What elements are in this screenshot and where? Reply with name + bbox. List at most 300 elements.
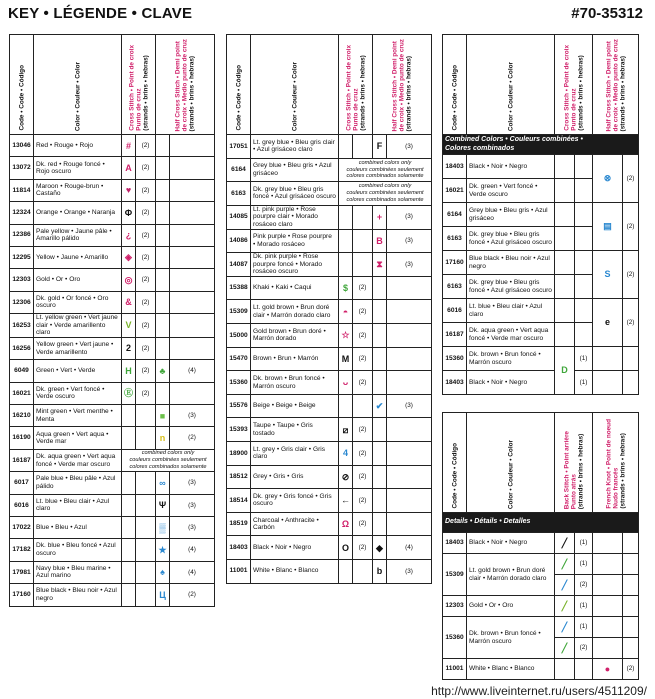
code-cell: 15309 <box>227 300 251 324</box>
column-header: Half Cross Stitch • Demi point de croix • Medio punto de cruz (strands • brins • hebras) <box>156 35 215 135</box>
half-cross-strands: (3) <box>387 135 432 159</box>
table-row <box>443 533 639 554</box>
cross-stitch-symbol <box>339 394 353 418</box>
cross-stitch-strands: (2) <box>353 276 373 300</box>
color-name: Lt. blue • Bleu clair • Azul claro <box>34 494 122 516</box>
half-cross-symbol <box>373 371 387 395</box>
code-cell: 11001 <box>227 559 251 583</box>
color-name: Dk. brown • Brun foncé • Marrón oscuro <box>251 371 339 395</box>
code-cell: 18900 <box>227 442 251 466</box>
french-knot-strands <box>623 575 639 596</box>
table-row <box>227 135 432 159</box>
code-cell: 18403 <box>443 533 467 554</box>
code-cell: 18403 <box>443 371 467 395</box>
back-stitch-strands <box>575 659 593 680</box>
table-row <box>443 251 639 275</box>
color-name: Black • Noir • Negro <box>467 155 555 179</box>
code-cell: 17160 <box>10 584 34 606</box>
half-cross-strands: (4) <box>387 536 432 560</box>
cross-stitch-symbol: ◈ <box>122 246 136 268</box>
code-cell: 6163 <box>443 227 467 251</box>
color-name: Lt. grey blue • Bleu gris clair • Azul grisáceo claro <box>251 135 339 159</box>
color-name: Gold brown • Brun doré • Marrón dorado <box>251 324 339 348</box>
cross-stitch-symbol <box>339 205 353 229</box>
cross-stitch-symbol: Ω <box>339 512 353 536</box>
french-knot-strands <box>623 638 639 659</box>
half-cross-strands <box>387 465 432 489</box>
half-cross-symbol <box>373 418 387 442</box>
color-name: Lt. grey • Gris clair • Gris claro <box>251 442 339 466</box>
half-cross-strands: (3) <box>387 253 432 277</box>
code-cell: 17160 <box>443 251 467 275</box>
half-cross-strands <box>170 337 215 359</box>
color-name: Khaki • Kaki • Caqui <box>251 276 339 300</box>
cross-stitch-symbol: ¿ <box>122 224 136 246</box>
cross-stitch-strands: (2) <box>353 300 373 324</box>
half-cross-strands <box>170 224 215 246</box>
cross-stitch-strands: (2) <box>353 512 373 536</box>
code-cell: 16021 <box>443 179 467 203</box>
half-cross-symbol <box>156 337 170 359</box>
table-row <box>227 253 432 277</box>
table-row <box>10 494 215 516</box>
color-name: Grey blue • Bleu gris • Azul grisáceo <box>251 158 339 182</box>
code-cell: 15360 <box>227 371 251 395</box>
cross-stitch-symbol: A <box>122 157 136 179</box>
half-cross-symbol: Ц <box>156 584 170 606</box>
color-name: Beige • Beige • Beige <box>251 394 339 418</box>
half-cross-symbol <box>156 314 170 338</box>
table-row <box>10 449 215 471</box>
half-cross-strands <box>387 300 432 324</box>
code-cell: 18514 <box>227 489 251 513</box>
code-cell: 14085 <box>227 205 251 229</box>
half-cross-symbol <box>373 300 387 324</box>
column-header: Half Cross Stitch • Demi point de croix • Medio punto de cruz (strands • brins • hebras) <box>593 35 639 135</box>
color-name: Charcoal • Anthracite • Carbón <box>251 512 339 536</box>
half-cross-strands <box>170 179 215 201</box>
cross-stitch-symbol: D <box>555 347 575 395</box>
color-name: Dk. pink purple • Rose pourpre foncé • Morado rosáceo oscuro <box>251 253 339 277</box>
color-name: Blue black • Bleu noir • Azul negro <box>467 251 555 275</box>
cross-stitch-strands: (2) <box>136 291 156 313</box>
half-cross-symbol: ∞ <box>156 472 170 494</box>
cross-stitch-symbol <box>339 229 353 253</box>
table-row <box>227 347 432 371</box>
cross-stitch-strands <box>353 205 373 229</box>
half-cross-strands <box>387 418 432 442</box>
cross-stitch-symbol: ◎ <box>122 269 136 291</box>
color-name: Blue black • Bleu noir • Azul negro <box>34 584 122 606</box>
french-knot-strands: (2) <box>623 659 639 680</box>
half-cross-symbol: ✔ <box>373 394 387 418</box>
french-knot-symbol <box>593 554 623 575</box>
half-cross-strands: (3) <box>387 559 432 583</box>
code-cell: 18403 <box>227 536 251 560</box>
half-cross-strands: (3) <box>170 472 215 494</box>
half-cross-strands <box>170 314 215 338</box>
code-cell: 15576 <box>227 394 251 418</box>
code-cell: 16021 <box>10 382 34 404</box>
table-row <box>10 472 215 494</box>
half-cross-strands: (2) <box>623 299 639 347</box>
code-cell: 16256 <box>10 337 34 359</box>
table-row <box>10 157 215 179</box>
back-stitch-line: ╱ <box>555 554 575 575</box>
code-cell: 17022 <box>10 516 34 538</box>
color-name: Lt. gold brown • Brun doré clair • Marrón dorado claro <box>467 554 555 596</box>
color-name: White • Blanc • Blanco <box>467 659 555 680</box>
half-cross-strands: (3) <box>387 394 432 418</box>
code-cell: 11814 <box>10 179 34 201</box>
half-cross-symbol: e <box>593 299 623 347</box>
key-table-2 <box>226 34 432 584</box>
color-name: Orange • Orange • Naranja <box>34 202 122 224</box>
code-cell: 12295 <box>10 246 34 268</box>
section-header: Details • Détails • Detalles <box>443 513 639 533</box>
color-name: Grey blue • Bleu gris • Azul grisáceo <box>467 203 555 227</box>
cross-stitch-strands: (2) <box>136 246 156 268</box>
column-header: Cross Stitch • Point de croix Punto de cruz (strands • brins • hebras) <box>555 35 593 135</box>
color-name: Dk. grey blue • Bleu gris foncé • Azul grisáceo oscuro <box>467 275 555 299</box>
color-name: Black • Noir • Negro <box>467 371 555 395</box>
back-stitch-line: ╱ <box>555 596 575 617</box>
half-cross-symbol: ♣ <box>156 360 170 382</box>
half-cross-symbol <box>373 442 387 466</box>
table-row <box>10 202 215 224</box>
cross-stitch-strands: (1) <box>575 371 593 395</box>
color-name: Dk. grey blue • Bleu gris foncé • Azul grisáceo oscuro <box>467 227 555 251</box>
half-cross-symbol: ■ <box>156 405 170 427</box>
half-cross-symbol <box>373 324 387 348</box>
cross-stitch-strands <box>353 229 373 253</box>
half-cross-symbol: b <box>373 559 387 583</box>
color-name: Dk. green • Vert foncé • Verde oscuro <box>467 179 555 203</box>
table-row <box>10 291 215 313</box>
half-cross-strands <box>387 347 432 371</box>
color-name: Blue • Bleu • Azul <box>34 516 122 538</box>
color-name: White • Blanc • Blanco <box>251 559 339 583</box>
code-cell: 6164 <box>227 158 251 182</box>
color-name: Pale yellow • Jaune pâle • Amarillo pálido <box>34 224 122 246</box>
combined-note: combined colors only couleurs combinées seulement colores combinados solamente <box>122 449 215 471</box>
french-knot-symbol <box>593 638 623 659</box>
half-cross-symbol: Ψ <box>156 494 170 516</box>
half-cross-symbol: ▤ <box>593 203 623 251</box>
code-cell: 16190 <box>10 427 34 449</box>
code-cell: 17981 <box>10 561 34 583</box>
half-cross-strands <box>387 442 432 466</box>
color-name: Black • Noir • Negro <box>251 536 339 560</box>
half-cross-symbol: n <box>156 427 170 449</box>
half-cross-strands: (2) <box>170 427 215 449</box>
product-code: #70-35312 <box>571 5 643 22</box>
code-cell: 14086 <box>227 229 251 253</box>
column-header: Color • Couleur • Color <box>251 35 339 135</box>
half-cross-strands <box>170 202 215 224</box>
back-stitch-strands: (1) <box>575 554 593 575</box>
half-cross-symbol <box>156 224 170 246</box>
column-header: Code • Code • Código <box>10 35 34 135</box>
french-knot-symbol <box>593 575 623 596</box>
cross-stitch-strands <box>136 494 156 516</box>
cross-stitch-symbol: $ <box>339 276 353 300</box>
color-name: Green • Vert • Verde <box>34 360 122 382</box>
cross-stitch-strands: (2) <box>353 442 373 466</box>
table-row <box>443 203 639 227</box>
table-row <box>10 135 215 157</box>
code-cell: 18519 <box>227 512 251 536</box>
table-row <box>443 554 639 575</box>
back-stitch-strands: (1) <box>575 617 593 638</box>
half-cross-symbol: S <box>593 251 623 299</box>
cross-stitch-strands: (2) <box>353 347 373 371</box>
code-cell: 13072 <box>10 157 34 179</box>
column-header: Color • Couleur • Color <box>467 413 555 513</box>
french-knot-strands <box>623 617 639 638</box>
code-cell: 12303 <box>443 596 467 617</box>
color-name: Aqua green • Vert aqua • Verde mar <box>34 427 122 449</box>
cross-stitch-symbol: H <box>122 360 136 382</box>
color-name: Black • Noir • Negro <box>467 533 555 554</box>
table-row <box>443 371 639 395</box>
cross-stitch-strands <box>353 253 373 277</box>
column-header: Half Cross Stitch • Demi point de croix • Medio punto de cruz (strands • brins • hebras) <box>373 35 432 135</box>
color-name: Dk. grey blue • Bleu gris foncé • Azul grisáceo oscuro <box>251 182 339 206</box>
combined-note: combined colors only couleurs combinées seulement colores combinados solamente <box>339 158 432 182</box>
table-row <box>443 299 639 323</box>
table-row <box>227 512 432 536</box>
code-cell: 12303 <box>10 269 34 291</box>
color-name: Mint green • Vert menthe • Menta <box>34 405 122 427</box>
cross-stitch-strands: (2) <box>353 489 373 513</box>
color-name: Gold • Or • Oro <box>34 269 122 291</box>
cross-stitch-symbol: Φ <box>122 202 136 224</box>
code-cell: 12324 <box>10 202 34 224</box>
code-cell: 6017 <box>10 472 34 494</box>
half-cross-symbol <box>156 202 170 224</box>
color-name: Red • Rouge • Rojo <box>34 135 122 157</box>
table-row <box>227 229 432 253</box>
back-stitch-line <box>555 659 575 680</box>
cross-stitch-symbol: ◓ <box>339 300 353 324</box>
table-row <box>10 382 215 404</box>
code-cell: 13046 <box>10 135 34 157</box>
table-row <box>10 246 215 268</box>
watermark: http://www.liveinternet.ru/users/4511209/ <box>431 684 647 698</box>
table-row <box>227 465 432 489</box>
table-row <box>227 205 432 229</box>
french-knot-strands <box>623 554 639 575</box>
table-row <box>10 269 215 291</box>
cross-stitch-strands <box>353 394 373 418</box>
back-stitch-strands: (2) <box>575 575 593 596</box>
table-row <box>227 300 432 324</box>
cross-stitch-strands: (2) <box>353 324 373 348</box>
code-cell: 16210 <box>10 405 34 427</box>
code-cell: 6016 <box>443 299 467 323</box>
cross-stitch-symbol <box>122 405 136 427</box>
color-name: Dk. brown • Brun foncé • Marrón oscuro <box>467 347 555 371</box>
cross-stitch-strands: (2) <box>136 314 156 338</box>
table-row <box>10 179 215 201</box>
half-cross-strands: (3) <box>387 205 432 229</box>
code-cell: 17182 <box>10 539 34 561</box>
cross-stitch-symbol: ⧄ <box>339 418 353 442</box>
cross-stitch-strands <box>136 405 156 427</box>
half-cross-symbol: ★ <box>156 539 170 561</box>
code-cell: 15360 <box>443 617 467 659</box>
cross-stitch-strands: (1) <box>575 347 593 371</box>
half-cross-symbol: ⊗ <box>593 155 623 203</box>
half-cross-symbol <box>373 512 387 536</box>
cross-stitch-symbol <box>339 253 353 277</box>
back-stitch-line: ╱ <box>555 617 575 638</box>
column-header: Code • Code • Código <box>227 35 251 135</box>
cross-stitch-symbol: M <box>339 347 353 371</box>
french-knot-symbol <box>593 617 623 638</box>
table-row <box>227 442 432 466</box>
french-knot-strands <box>623 596 639 617</box>
half-cross-strands: (4) <box>170 539 215 561</box>
code-cell: 6016 <box>10 494 34 516</box>
table-row <box>227 536 432 560</box>
code-cell: 6049 <box>10 360 34 382</box>
half-cross-symbol <box>373 347 387 371</box>
color-name: Gold • Or • Oro <box>467 596 555 617</box>
half-cross-strands <box>170 382 215 404</box>
column-header: Color • Couleur • Color <box>34 35 122 135</box>
code-cell: 12306 <box>10 291 34 313</box>
code-cell: 6164 <box>443 203 467 227</box>
table-row <box>227 158 432 182</box>
code-cell: 17051 <box>227 135 251 159</box>
code-cell: 15000 <box>227 324 251 348</box>
code-cell: 16187 <box>443 323 467 347</box>
half-cross-strands <box>170 246 215 268</box>
column-header: Code • Code • Código <box>443 413 467 513</box>
color-name: Dk. brown • Brun foncé • Marrón oscuro <box>467 617 555 659</box>
french-knot-symbol: ● <box>593 659 623 680</box>
cross-stitch-strands: (2) <box>136 360 156 382</box>
cross-stitch-strands <box>136 561 156 583</box>
cross-stitch-symbol: 2 <box>122 337 136 359</box>
half-cross-strands: (3) <box>170 405 215 427</box>
half-cross-strands: (3) <box>170 516 215 538</box>
cross-stitch-strands <box>353 559 373 583</box>
table-row <box>10 561 215 583</box>
cross-stitch-symbol <box>122 472 136 494</box>
half-cross-symbol: ◆ <box>373 536 387 560</box>
back-stitch-strands: (1) <box>575 596 593 617</box>
half-cross-strands <box>170 135 215 157</box>
cross-stitch-strands: (2) <box>136 179 156 201</box>
column-header: Back Stitch • Point arrière Punto atrás (strands • brins • hebras) <box>555 413 593 513</box>
color-name: Dk. green • Vert foncé • Verde oscuro <box>34 382 122 404</box>
color-name: Yellow green • Vert jaune • Verde amarillento <box>34 337 122 359</box>
half-cross-strands: (2) <box>170 584 215 606</box>
cross-stitch-strands <box>136 427 156 449</box>
half-cross-strands <box>387 276 432 300</box>
color-name: Maroon • Rouge-brun • Castaño <box>34 179 122 201</box>
half-cross-symbol <box>156 157 170 179</box>
cross-stitch-symbol <box>122 561 136 583</box>
french-knot-strands <box>623 533 639 554</box>
code-cell: 18403 <box>443 155 467 179</box>
column-header: Cross Stitch • Point de croix Punto de cruz (strands • brins • hebras) <box>122 35 156 135</box>
table-row <box>227 394 432 418</box>
page-title: KEY • LÉGENDE • CLAVE <box>8 5 193 22</box>
code-cell: 6163 <box>227 182 251 206</box>
cross-stitch-symbol <box>122 584 136 606</box>
half-cross-symbol <box>373 489 387 513</box>
color-name: Pale blue • Bleu pâle • Azul pálido <box>34 472 122 494</box>
table-row <box>227 371 432 395</box>
back-stitch-line: ╱ <box>555 638 575 659</box>
table-row <box>227 559 432 583</box>
table-row <box>227 489 432 513</box>
half-cross-strands: (2) <box>623 251 639 299</box>
color-name: Lt. gold brown • Brun doré clair • Marrón dorado claro <box>251 300 339 324</box>
back-stitch-strands: (2) <box>575 638 593 659</box>
half-cross-symbol <box>156 179 170 201</box>
color-name: Lt. yellow green • Vert jaune clair • Verde amarillento claro <box>34 314 122 338</box>
code-cell: 15388 <box>227 276 251 300</box>
half-cross-symbol <box>373 465 387 489</box>
color-name: Dk. grey • Gris foncé • Gris oscuro <box>251 489 339 513</box>
color-name: Brown • Brun • Marrón <box>251 347 339 371</box>
code-cell: 16187 <box>10 449 34 471</box>
table-row <box>227 276 432 300</box>
code-cell: 18512 <box>227 465 251 489</box>
cross-stitch-strands <box>136 516 156 538</box>
french-knot-symbol <box>593 533 623 554</box>
color-name: Pink purple • Rose pourpre • Morado rosáceo <box>251 229 339 253</box>
code-cell: 16253 <box>10 314 34 338</box>
half-cross-symbol: + <box>373 205 387 229</box>
half-cross-symbol: B <box>373 229 387 253</box>
cross-stitch-strands: (2) <box>353 465 373 489</box>
details-table <box>442 412 639 680</box>
table-row <box>443 155 639 179</box>
table-row <box>10 405 215 427</box>
table-row <box>10 584 215 606</box>
cross-stitch-strands: (2) <box>353 536 373 560</box>
half-cross-symbol <box>373 276 387 300</box>
column-header: Color • Couleur • Color <box>467 35 555 135</box>
cross-stitch-symbol: & <box>122 291 136 313</box>
table-row <box>443 596 639 617</box>
half-cross-strands: (4) <box>170 561 215 583</box>
column-header: Cross Stitch • Point de croix Punto de cruz (strands • brins • hebras) <box>339 35 373 135</box>
code-cell: 15309 <box>443 554 467 596</box>
cross-stitch-strands: (2) <box>136 269 156 291</box>
code-cell: 12386 <box>10 224 34 246</box>
cross-stitch-symbol: Ⓔ <box>122 382 136 404</box>
cross-stitch-strands: (2) <box>353 371 373 395</box>
cross-stitch-strands: (2) <box>136 337 156 359</box>
half-cross-strands <box>170 269 215 291</box>
half-cross-symbol <box>156 291 170 313</box>
cross-stitch-symbol <box>122 494 136 516</box>
half-cross-symbol: ▒ <box>156 516 170 538</box>
cross-stitch-symbol: # <box>122 135 136 157</box>
code-cell: 15393 <box>227 418 251 442</box>
code-cell: 15360 <box>443 347 467 371</box>
color-name: Dk. red • Rouge foncé • Rojo oscuro <box>34 157 122 179</box>
cross-stitch-strands <box>136 472 156 494</box>
code-cell: 14087 <box>227 253 251 277</box>
